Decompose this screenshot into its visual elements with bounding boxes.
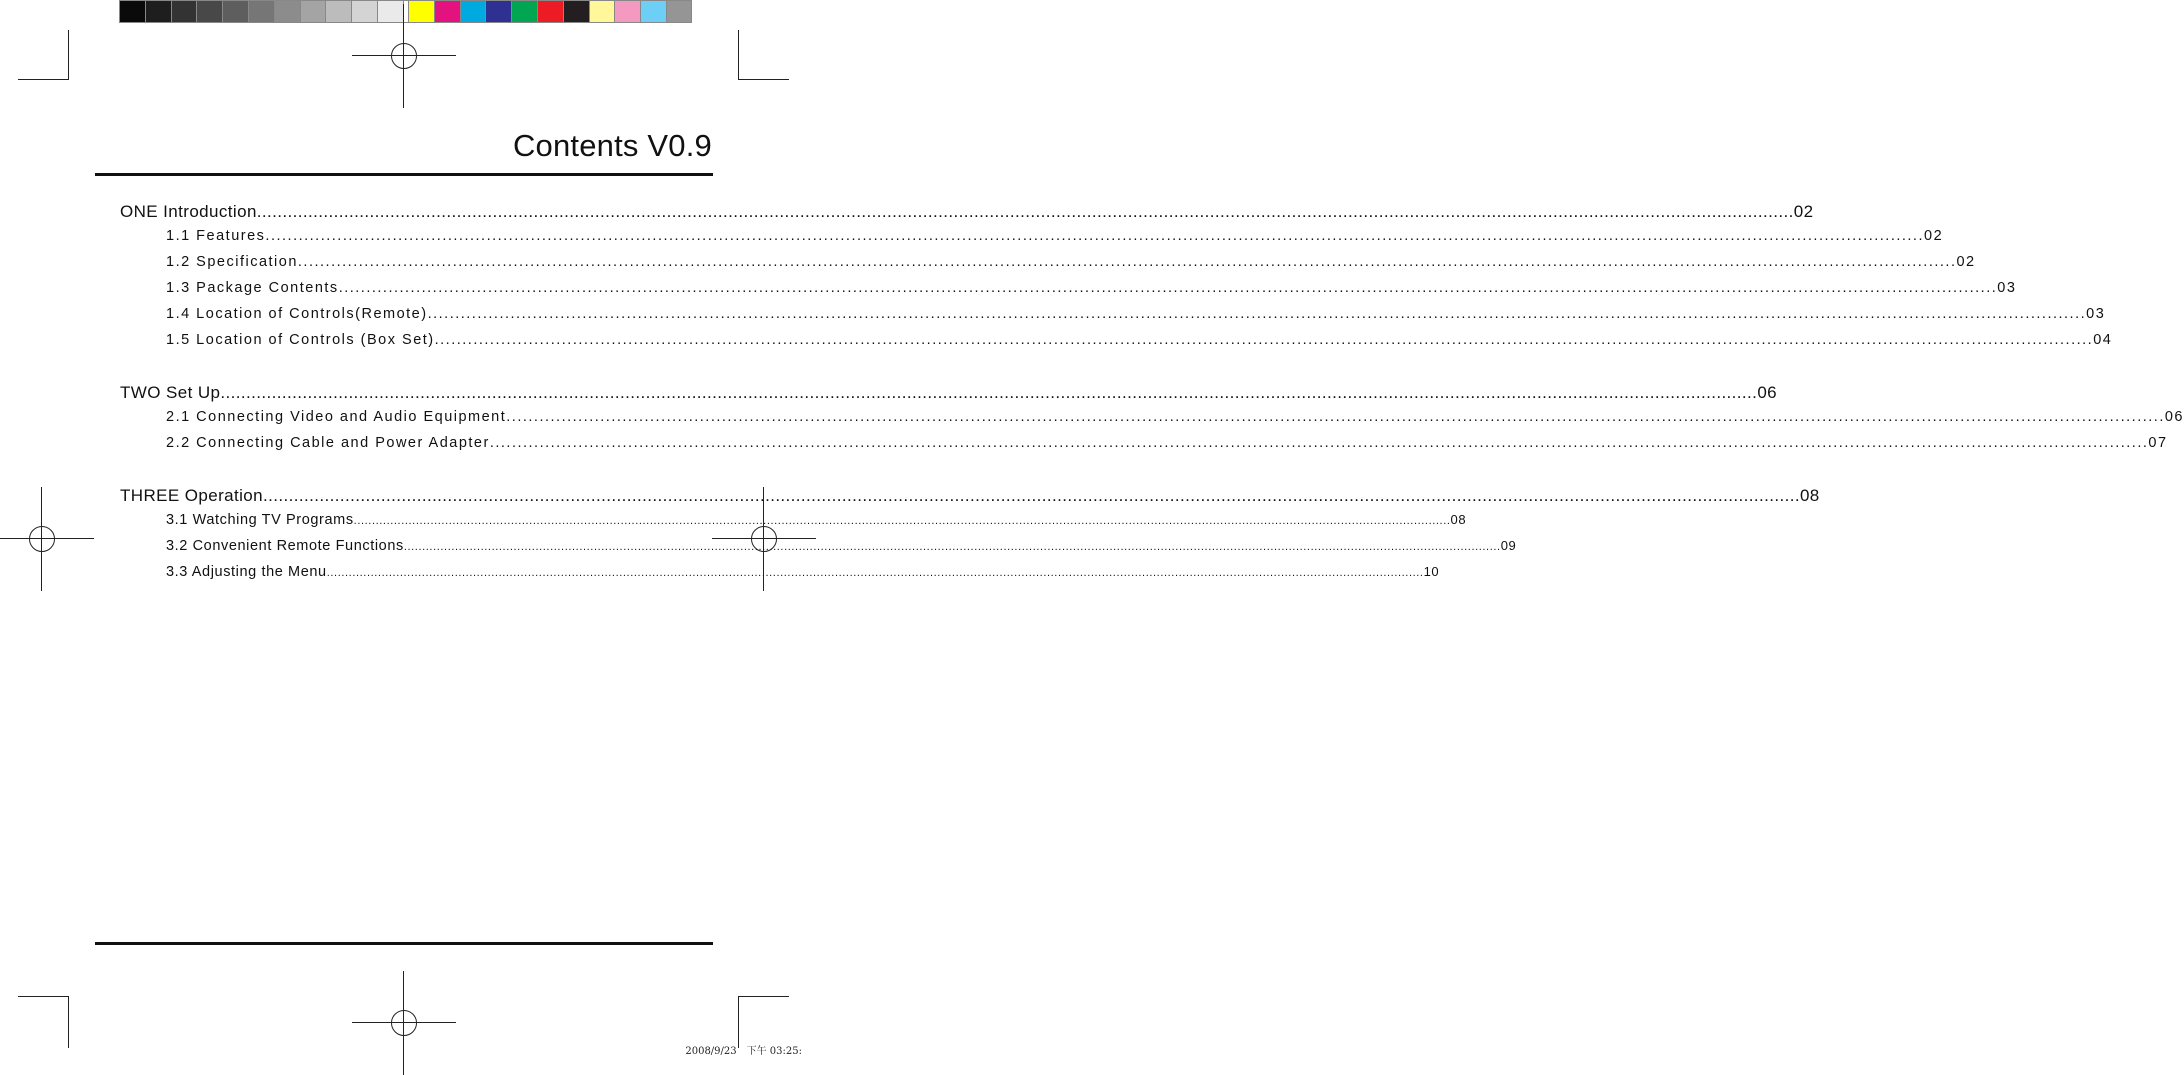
crop-mark xyxy=(739,79,789,80)
color-swatch xyxy=(460,0,486,23)
toc-section-entry[interactable] xyxy=(120,538,1517,564)
toc-entry-label: TWO Set Up xyxy=(120,383,221,402)
toc-section-entry[interactable] xyxy=(120,512,1467,538)
gray-swatch xyxy=(274,0,300,23)
toc-entry-label: 1.3 Package Contents xyxy=(166,280,339,296)
color-swatch xyxy=(485,0,511,23)
toc-entry-label: ONE Introduction xyxy=(120,202,257,221)
color-swatch xyxy=(589,0,615,23)
toc-entry-label: 1.4 Location of Controls(Remote) xyxy=(166,306,428,322)
toc-chapter-entry[interactable] xyxy=(120,202,1814,228)
gray-swatch xyxy=(145,0,171,23)
registration-mark-bottom xyxy=(352,971,456,1075)
crop-mark xyxy=(738,30,739,80)
crop-mark xyxy=(18,996,68,997)
toc-page-number: 09 xyxy=(1500,538,1517,553)
toc-entry-label: THREE Operation xyxy=(120,486,263,505)
print-timestamp: 2008/9/23 下午 03:25: xyxy=(685,1046,802,1057)
toc-section-entry[interactable] xyxy=(120,306,2106,332)
toc-leader-dots: ............................................................................................................................................................................................................................................................................................................ xyxy=(434,332,2094,348)
gray-swatch xyxy=(325,0,351,23)
toc-page-number: 08 xyxy=(1799,486,1820,505)
toc-section-entry[interactable] xyxy=(120,228,1944,254)
color-swatch xyxy=(537,0,563,23)
toc-section-entry[interactable] xyxy=(120,280,2017,306)
crop-mark xyxy=(68,996,69,1048)
toc-leader-dots: ............................................................................................................................................................................................................................................................................................................ xyxy=(326,567,1424,579)
toc-leader-dots: ............................................................................................................................................................................................................................................................................................................ xyxy=(220,383,1758,402)
toc-page-number: 02 xyxy=(1956,254,1976,270)
toc-page-number: 03 xyxy=(2086,306,2106,322)
toc-entry-label: 2.2 Connecting Cable and Power Adapter xyxy=(166,435,490,451)
toc-leader-dots: ............................................................................................................................................................................................................................................................................................................ xyxy=(256,202,1794,221)
toc-entry-label: 3.2 Convenient Remote Functions xyxy=(166,538,404,554)
toc-leader-dots: ............................................................................................................................................................................................................................................................................................................ xyxy=(265,228,1924,244)
toc-leader-dots: ............................................................................................................................................................................................................................................................................................................ xyxy=(297,254,1957,270)
crop-mark xyxy=(738,996,739,1048)
section-gap xyxy=(120,461,657,486)
toc-entry-label: 1.2 Specification xyxy=(166,254,298,270)
color-swatch xyxy=(614,0,640,23)
registration-mark-top xyxy=(352,4,456,108)
toc-section-entry[interactable] xyxy=(120,254,1976,280)
toc-section-entry[interactable] xyxy=(120,332,2113,358)
gray-swatch xyxy=(119,0,145,23)
registration-mark-left xyxy=(0,487,94,591)
color-swatch xyxy=(666,0,692,23)
toc-page-number: 02 xyxy=(1793,202,1814,221)
toc-page-number: 07 xyxy=(2148,435,2168,451)
toc-leader-dots: ............................................................................................................................................................................................................................................................................................................ xyxy=(263,486,1800,505)
color-swatch xyxy=(563,0,589,23)
toc-page-number: 10 xyxy=(1423,564,1440,579)
toc-entry-label: 3.1 Watching TV Programs xyxy=(166,512,354,528)
toc-page-number: 06 xyxy=(1757,383,1778,402)
toc-leader-dots: ............................................................................................................................................................................................................................................................................................................ xyxy=(506,409,2165,425)
gray-swatch xyxy=(222,0,248,23)
toc-leader-dots: ............................................................................................................................................................................................................................................................................................................ xyxy=(489,435,2149,451)
toc-leader-dots: ............................................................................................................................................................................................................................................................................................................ xyxy=(353,515,1451,527)
footer-rule xyxy=(95,942,713,945)
toc-page-number: 06 xyxy=(2164,409,2184,425)
color-swatch xyxy=(640,0,666,23)
gray-swatch xyxy=(171,0,197,23)
toc-leader-dots: ............................................................................................................................................................................................................................................................................................................ xyxy=(338,280,1998,296)
crop-mark xyxy=(18,79,68,80)
section-gap xyxy=(120,358,657,383)
toc-section-entry[interactable] xyxy=(120,409,2184,435)
crop-mark xyxy=(739,996,789,997)
toc-entry-label: 2.1 Connecting Video and Audio Equipment xyxy=(166,409,507,425)
gray-swatch xyxy=(300,0,326,23)
gray-swatch xyxy=(248,0,274,23)
toc-leader-dots: ............................................................................................................................................................................................................................................................................................................ xyxy=(427,306,2087,322)
header-rule xyxy=(95,173,713,176)
color-swatch xyxy=(511,0,537,23)
page-title: Contents V0.9 xyxy=(512,128,712,163)
toc-chapter-entry[interactable] xyxy=(120,383,1778,409)
gray-swatch xyxy=(196,0,222,23)
toc-entry-label: 1.5 Location of Controls (Box Set) xyxy=(166,332,435,348)
toc-entry-label: 3.3 Adjusting the Menu xyxy=(166,564,327,580)
toc-section-entry[interactable] xyxy=(120,564,1440,590)
toc-leader-dots: ............................................................................................................................................................................................................................................................................................................ xyxy=(403,541,1501,553)
table-of-contents xyxy=(120,202,2184,590)
toc-page-number: 02 xyxy=(1924,228,1944,244)
crop-mark xyxy=(68,30,69,80)
toc-page-number: 08 xyxy=(1450,512,1467,527)
toc-page-number: 03 xyxy=(1997,280,2017,296)
toc-entry-label: 1.1 Features xyxy=(166,228,266,244)
toc-page-number: 04 xyxy=(2093,332,2113,348)
toc-chapter-entry[interactable] xyxy=(120,486,1820,512)
toc-section-entry[interactable] xyxy=(120,435,2168,461)
